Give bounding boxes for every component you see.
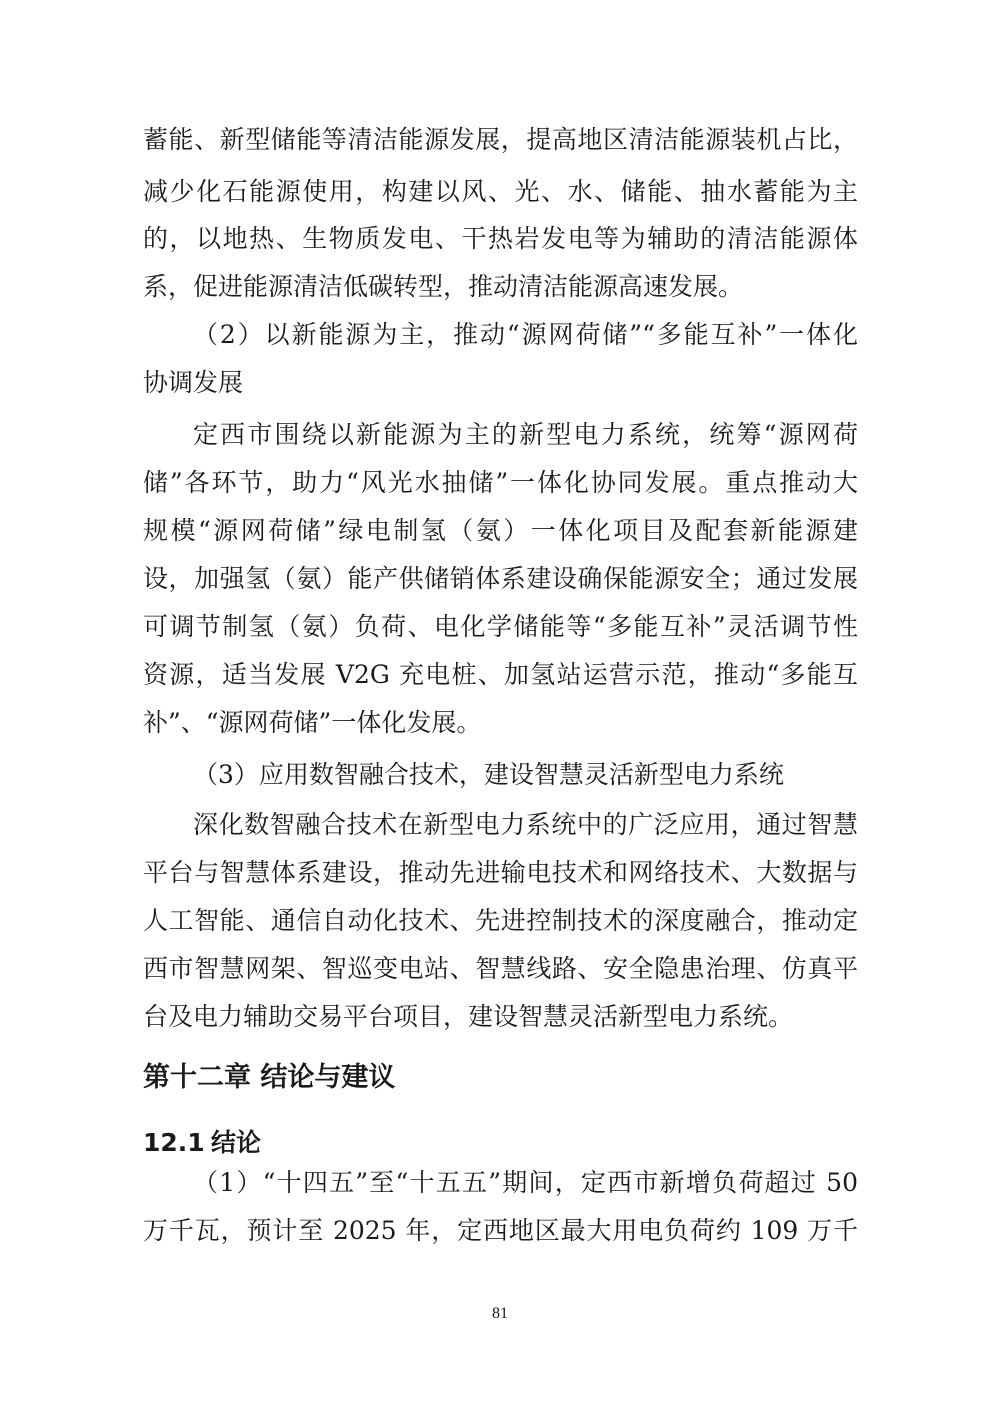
paragraph-line: 蓄能、新型储能等清洁能源发展，提高地区清洁能源装机占比， xyxy=(143,125,858,154)
paragraph-line: 深化数智融合技术在新型电力系统中的广泛应用，通过智慧 xyxy=(193,810,858,839)
paragraph-line: 西市智慧网架、智巡变电站、智慧线路、安全隐患治理、仿真平 xyxy=(143,954,858,983)
section-title: 结论 xyxy=(211,1128,262,1157)
paragraph-line: 减少化石能源使用，构建以风、光、水、储能、抽水蓄能为主 xyxy=(143,177,858,206)
paragraph-line: 人工智能、通信自动化技术、先进控制技术的深度融合，推动定 xyxy=(143,906,858,935)
paragraph-line: 资源，适当发展 V2G 充电桩、加氢站运营示范，推动“多能互 xyxy=(143,660,858,689)
paragraph-line: 规模“源网荷储”绿电制氢（氨）一体化项目及配套新能源建 xyxy=(143,516,858,545)
paragraph-line: 设，加强氢（氨）能产供储销体系建设确保能源安全；通过发展 xyxy=(143,564,858,593)
paragraph-line: 系，促进能源清洁低碳转型，推动清洁能源高速发展。 xyxy=(143,272,744,301)
paragraph-line: 万千瓦，预计至 2025 年，定西地区最大用电负荷约 109 万千 xyxy=(143,1216,858,1245)
subheading-line: （2）以新能源为主，推动“源网荷储”“多能互补”一体化 xyxy=(193,320,858,349)
paragraph-line: 的，以地热、生物质发电、干热岩发电等为辅助的清洁能源体 xyxy=(143,224,858,253)
paragraph-line: 补”、“源网荷储”一体化发展。 xyxy=(143,708,482,737)
paragraph-line: 可调节制氢（氨）负荷、电化学储能等“多能互补”灵活调节性 xyxy=(143,612,858,641)
paragraph-line: 定西市围绕以新能源为主的新型电力系统，统筹“源网荷 xyxy=(193,420,858,449)
paragraph-line: 台及电力辅助交易平台项目，建设智慧灵活新型电力系统。 xyxy=(143,1002,794,1031)
section-heading xyxy=(143,1126,858,1160)
subheading-line: （3）应用数智融合技术，建设智慧灵活新型电力系统 xyxy=(193,760,784,789)
subheading-line: 协调发展 xyxy=(143,368,244,397)
paragraph-line: （1）“十四五”至“十五五”期间，定西市新增负荷超过 50 xyxy=(193,1168,858,1197)
chapter-title: 第十二章 结论与建议 xyxy=(143,1062,396,1093)
section-number: 12.1 xyxy=(143,1128,205,1157)
paragraph-line: 平台与智慧体系建设，推动先进输电技术和网络技术、大数据与 xyxy=(143,858,858,887)
page-number: 81 xyxy=(492,1305,508,1322)
paragraph-line: 储”各环节，助力“风光水抽储”一体化协同发展。重点推动大 xyxy=(143,468,858,497)
